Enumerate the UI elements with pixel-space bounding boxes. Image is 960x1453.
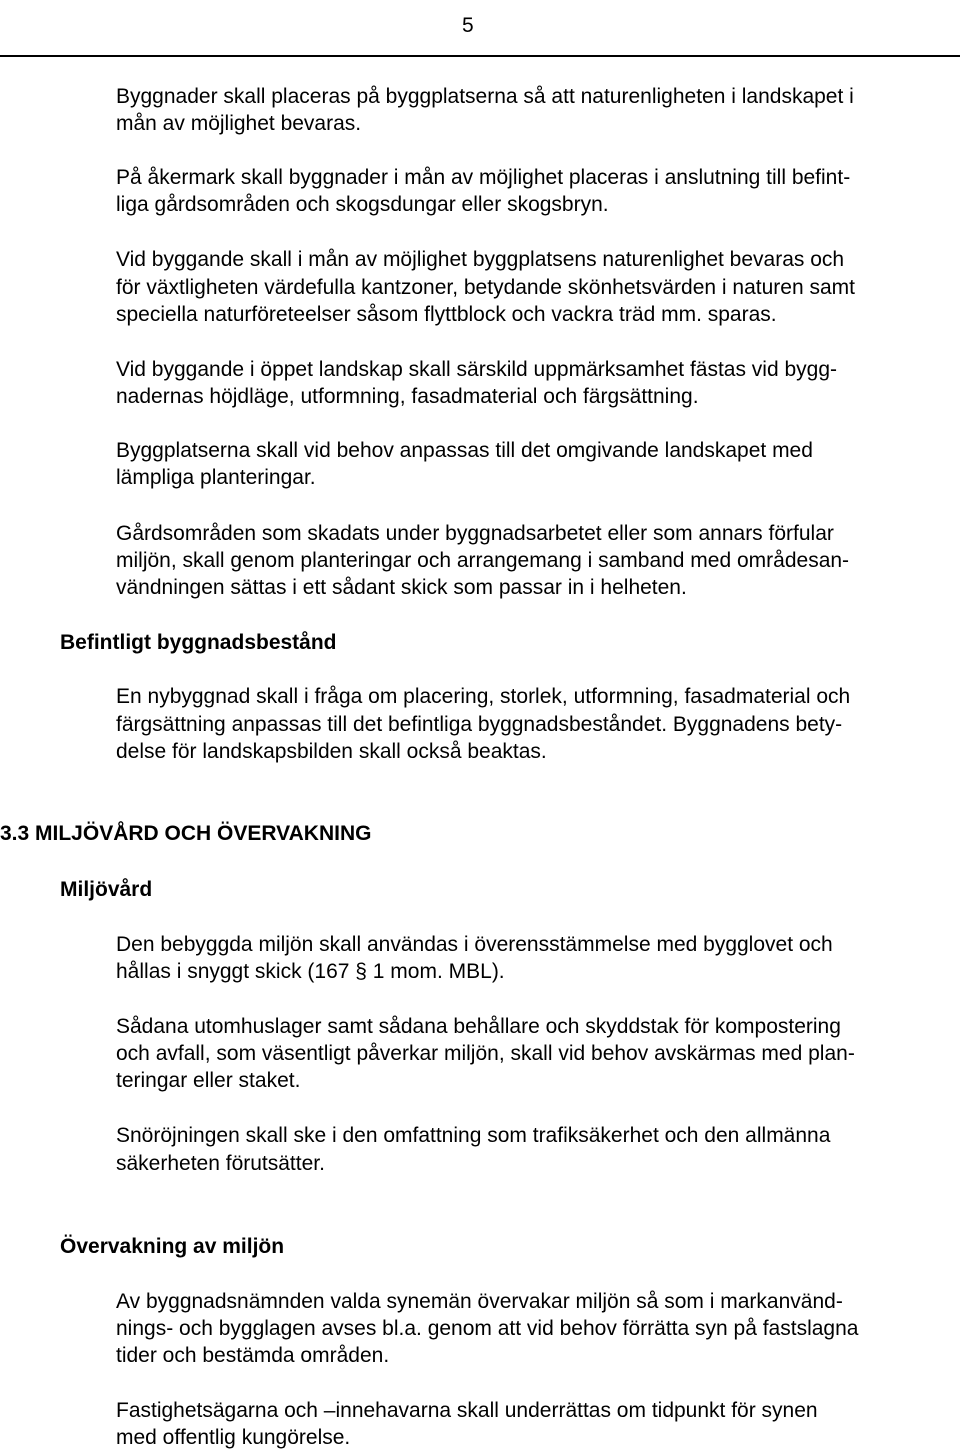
text-line: På åkermark skall byggnader i mån av möjlighet placeras i anslutning till befint-	[116, 166, 851, 189]
text-line: Byggnader skall placeras på byggplatserna så att naturenligheten i landskapet i	[116, 85, 854, 108]
text-line: Byggplatserna skall vid behov anpassas till det omgivande landskapet med	[116, 439, 813, 462]
text-line: speciella naturföreteelser såsom flyttblock och vackra träd mm. sparas.	[116, 303, 777, 326]
heading-environmental-care: Miljövård	[60, 878, 153, 901]
text-line: delse för landskapsbilden skall också beaktas.	[116, 740, 547, 763]
text-line: säkerheten förutsätter.	[116, 1152, 325, 1175]
text-line: Snöröjningen skall ske i den omfattning som trafiksäkerhet och den allmänna	[116, 1124, 831, 1147]
text-line: Den bebyggda miljön skall användas i överensstämmelse med bygglovet och	[116, 933, 833, 956]
heading-environmental-monitoring: Övervakning av miljön	[60, 1235, 285, 1258]
page-number: 5	[462, 14, 474, 37]
text-line: liga gårdsområden och skogsdungar eller skogsbryn.	[116, 193, 609, 216]
text-line: Gårdsområden som skadats under byggnadsarbetet eller som annars förfular	[116, 522, 834, 545]
text-line: nadernas höjdläge, utformning, fasadmaterial och färgsättning.	[116, 385, 699, 408]
text-line: med offentlig kungörelse.	[116, 1426, 351, 1449]
text-line: vändningen sättas i ett sådant skick som passar in i helheten.	[116, 576, 687, 599]
text-line: Fastighetsägarna och –innehavarna skall underrättas om tidpunkt för synen	[116, 1399, 818, 1422]
text-line: Vid byggande i öppet landskap skall särskild uppmärksamhet fästas vid bygg-	[116, 358, 838, 381]
text-line: tider och bestämda områden.	[116, 1344, 390, 1367]
text-line: miljön, skall genom planteringar och arrangemang i samband med områdesan-	[116, 549, 850, 572]
header-rule	[0, 55, 960, 57]
text-line: En nybyggnad skall i fråga om placering, storlek, utformning, fasadmaterial och	[116, 685, 851, 708]
text-line: Vid byggande skall i mån av möjlighet byggplatsens naturenlighet bevaras och	[116, 248, 845, 271]
text-line: mån av möjlighet bevaras.	[116, 112, 362, 135]
text-line: Sådana utomhuslager samt sådana behållare och skyddstak för kompostering	[116, 1015, 841, 1038]
text-line: nings- och bygglagen avses bl.a. genom att vid behov förrätta syn på fastslagna	[116, 1317, 859, 1340]
text-line: lämpliga planteringar.	[116, 466, 316, 489]
text-line: Av byggnadsnämnden valda synemän övervakar miljön så som i markanvänd-	[116, 1290, 843, 1313]
text-line: teringar eller staket.	[116, 1069, 301, 1092]
text-line: hållas i snyggt skick (167 § 1 mom. MBL).	[116, 960, 505, 983]
text-line: och avfall, som väsentligt påverkar miljön, skall vid behov avskärmas med plan-	[116, 1042, 855, 1065]
heading-existing-buildings: Befintligt byggnadsbestånd	[60, 631, 337, 654]
text-line: färgsättning anpassas till det befintliga byggnadsbeståndet. Byggnadens bety-	[116, 713, 843, 736]
text-line: för växtligheten värdefulla kantzoner, betydande skönhetsvärden i naturen samt	[116, 276, 855, 299]
section-heading-3-3: 3.3 MILJÖVÅRD OCH ÖVERVAKNING	[0, 822, 372, 845]
